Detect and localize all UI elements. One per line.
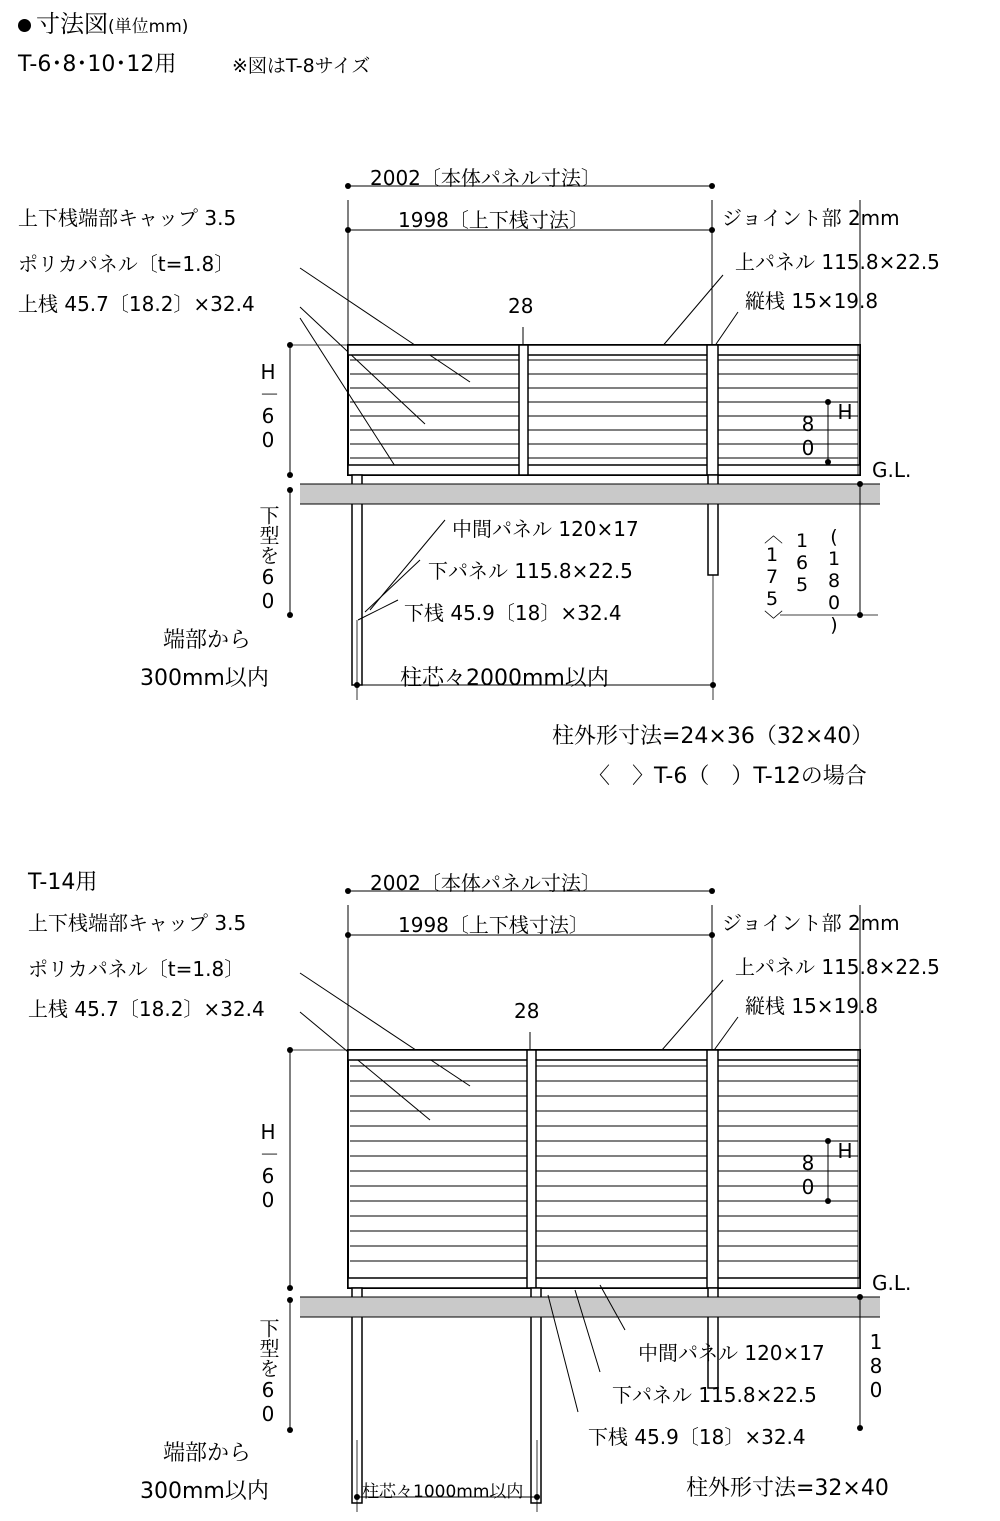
d2-cap-label: 上下桟端部キャップ 3.5 (28, 911, 247, 935)
d1-gl-label: G.L. (872, 458, 912, 482)
d2-dim-h: H (833, 1139, 857, 1163)
d1-top-dim-inner: 1998〔上下桟寸法〕 (398, 208, 589, 232)
d1-edge-note-2: 300mm以内 (140, 666, 269, 691)
size-note: ※図はT-8サイズ (232, 55, 371, 77)
d1-polycarbonate-label: ポリカパネル〔t=1.8〕 (18, 252, 235, 276)
d2-embed-label: 下型を60 (256, 1318, 280, 1426)
d2-gl-label: G.L. (872, 1271, 912, 1295)
d1-depth-165: 165 (791, 530, 813, 596)
d2-spacing-28: 28 (514, 999, 540, 1023)
d2-edge-note-1: 端部から (163, 1441, 252, 1466)
d2-upper-rail-label: 上桟 45.7〔18.2〕×32.4 (28, 997, 265, 1021)
d1-height-label: H－60 (256, 360, 280, 452)
d2-lower-rail-label: 下桟 45.9〔18〕×32.4 (588, 1425, 806, 1449)
d2-dim-80: 80 (796, 1151, 820, 1199)
d2-post-dim: 柱外形寸法=32×40 (686, 1476, 889, 1501)
d1-top-dim-outer: 2002〔本体パネル寸法〕 (370, 166, 601, 190)
d2-pitch-note: 柱芯々1000mm以内 (362, 1482, 524, 1502)
d2-joint-label: ジョイント部 2mm (722, 911, 900, 935)
d2-upper-panel-label: 上パネル 115.8×22.5 (735, 955, 940, 979)
d2-model-label: T-14用 (28, 870, 98, 895)
d1-post-dim-2: 〈 〉T-6（ ）T-12の場合 (588, 764, 867, 789)
model-subtitle: T-6･8･10･12用 (18, 52, 177, 77)
d2-edge-note-2: 300mm以内 (140, 1479, 269, 1504)
page-title: 寸法図(単位mm) (18, 12, 188, 36)
d2-polycarbonate-label: ポリカパネル〔t=1.8〕 (28, 957, 245, 981)
d1-lower-rail-label: 下桟 45.9〔18〕×32.4 (404, 601, 622, 625)
d1-depth-175: 〈175〉 (761, 525, 783, 629)
d1-vertical-rail-label: 縦桟 15×19.8 (745, 289, 879, 313)
d2-vertical-rail-label: 縦桟 15×19.8 (745, 994, 879, 1018)
d1-upper-panel-label: 上パネル 115.8×22.5 (735, 250, 940, 274)
d1-upper-rail-label: 上桟 45.7〔18.2〕×32.4 (18, 292, 255, 316)
d1-middle-panel-label: 中間パネル 120×17 (452, 517, 639, 541)
d1-embed-label: 下型を60 (256, 505, 280, 613)
d1-edge-note-1: 端部から (163, 628, 252, 653)
d1-dim-h: H (833, 400, 857, 424)
d1-dim-80: 80 (796, 412, 820, 460)
d1-joint-label: ジョイント部 2mm (722, 206, 900, 230)
d1-depth-180: (180) (823, 526, 845, 636)
d2-depth-180: 180 (864, 1330, 888, 1402)
d1-pitch-note: 柱芯々2000mm以内 (400, 666, 609, 691)
d1-lower-panel-label: 下パネル 115.8×22.5 (428, 559, 633, 583)
d2-top-dim-outer: 2002〔本体パネル寸法〕 (370, 871, 601, 895)
d2-lower-panel-label: 下パネル 115.8×22.5 (612, 1383, 817, 1407)
d1-cap-label: 上下桟端部キャップ 3.5 (18, 206, 237, 230)
d1-spacing-28: 28 (508, 294, 534, 318)
d2-middle-panel-label: 中間パネル 120×17 (638, 1341, 825, 1365)
d2-height-label: H－60 (256, 1120, 280, 1212)
d2-top-dim-inner: 1998〔上下桟寸法〕 (398, 913, 589, 937)
d1-post-dim-1: 柱外形寸法=24×36（32×40） (552, 724, 874, 749)
